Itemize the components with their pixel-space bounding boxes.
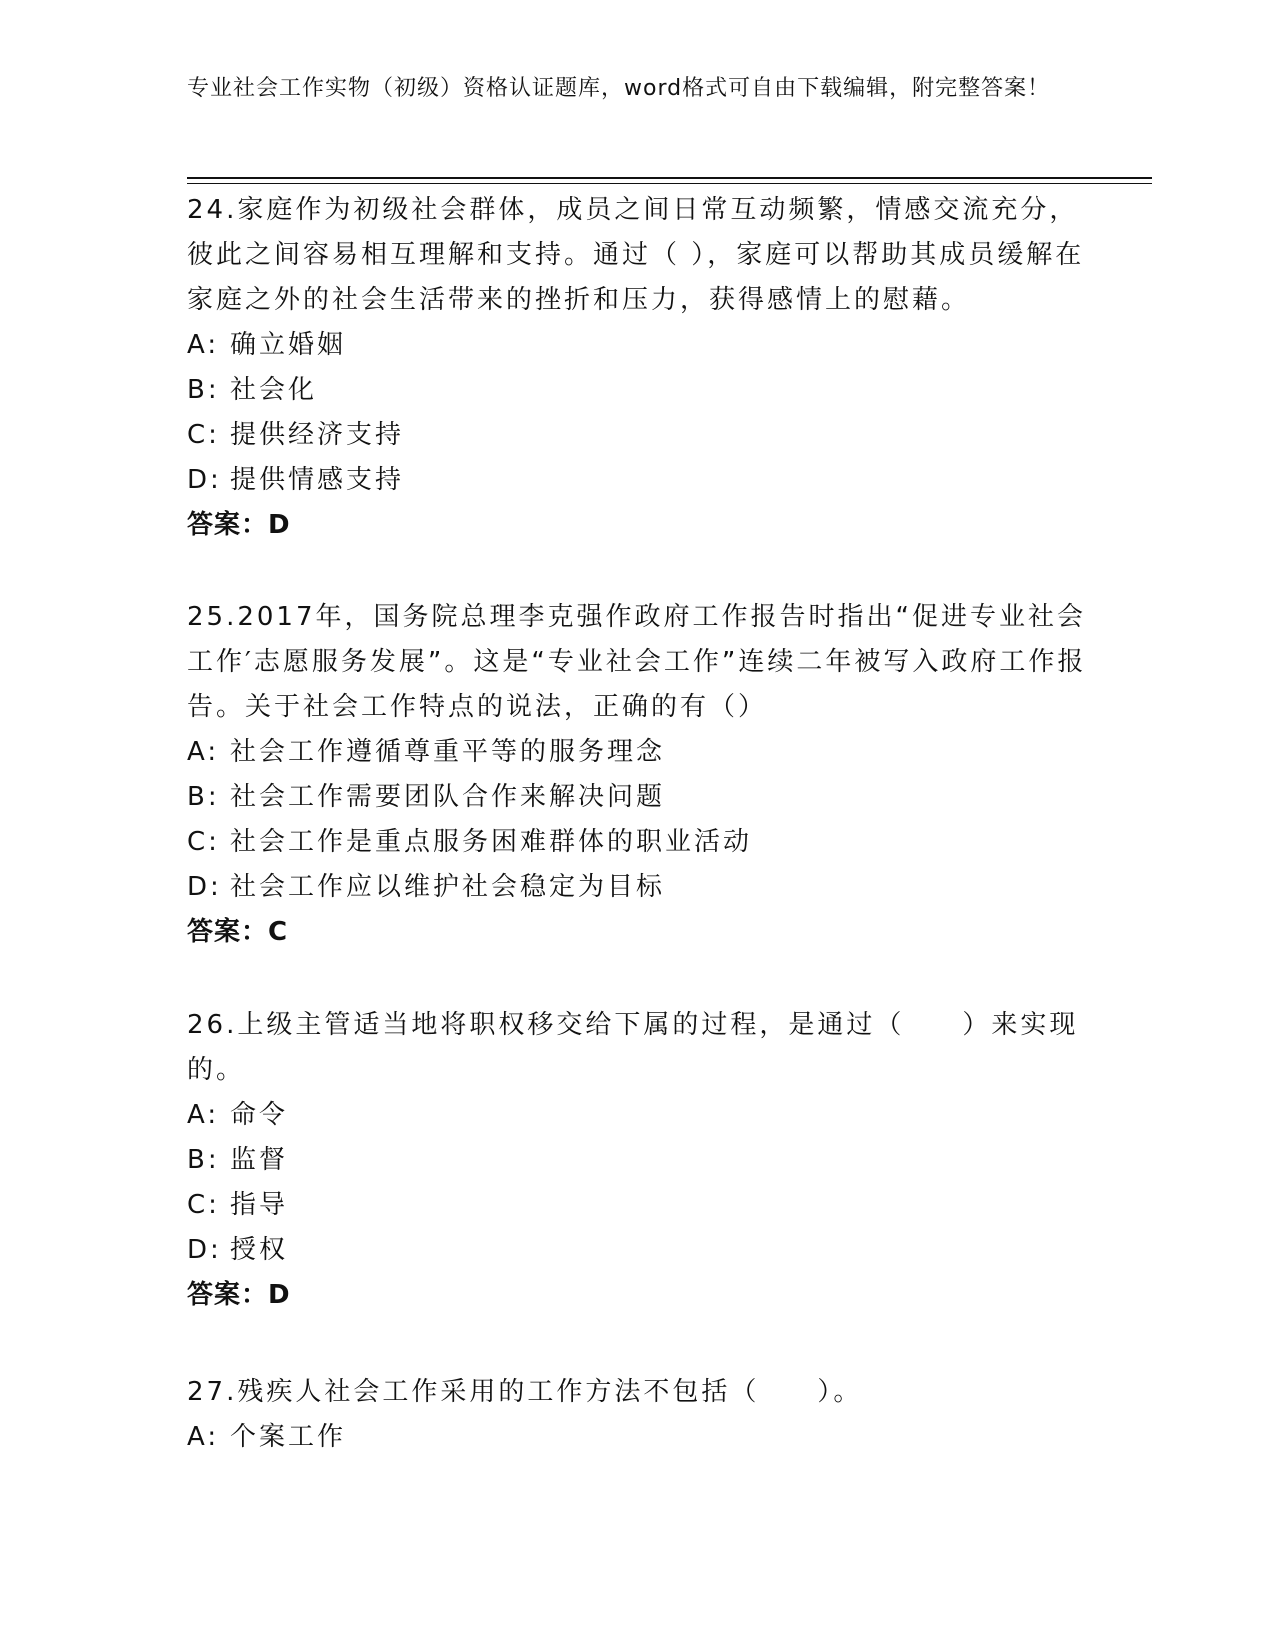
option-text: 社会工作遵循尊重平等的服务理念 <box>230 737 666 767</box>
option-letter: D: <box>187 465 222 495</box>
option-text: 确立婚姻 <box>230 330 347 360</box>
option-text: 指导 <box>230 1190 289 1220</box>
option-letter: A: <box>187 737 220 767</box>
option-a <box>187 323 1087 368</box>
option-a <box>187 1093 1087 1138</box>
answer: 答案：D <box>187 510 291 540</box>
question-25 <box>187 595 1087 955</box>
option-letter: C: <box>187 420 220 450</box>
option-b <box>187 1138 1087 1183</box>
option-text: 社会工作是重点服务困难群体的职业活动 <box>230 827 753 857</box>
option-text: 社会化 <box>230 375 318 405</box>
option-text: 命令 <box>230 1100 289 1130</box>
question-text: 27.残疾人社会工作采用的工作方法不包括（ ）。 <box>187 1377 863 1407</box>
option-letter: A: <box>187 1100 220 1130</box>
option-text: 授权 <box>230 1235 289 1265</box>
option-d <box>187 458 1087 503</box>
option-letter: B: <box>187 375 220 405</box>
option-text: 社会工作需要团队合作来解决问题 <box>230 782 666 812</box>
option-a <box>187 1415 1087 1460</box>
option-text: 社会工作应以维护社会稳定为目标 <box>230 872 666 902</box>
option-text: 监督 <box>230 1145 289 1175</box>
header-divider-thin <box>187 183 1152 184</box>
option-a <box>187 730 1087 775</box>
question-26 <box>187 1003 1087 1318</box>
option-b <box>187 775 1087 820</box>
option-d <box>187 1228 1087 1273</box>
option-text: 个案工作 <box>230 1422 347 1452</box>
option-letter: C: <box>187 827 220 857</box>
option-c <box>187 1183 1087 1228</box>
option-text: 提供经济支持 <box>230 420 405 450</box>
header-divider-thick <box>187 177 1152 179</box>
question-text: 24.家庭作为初级社会群体，成员之间日常互动频繁，情感交流充分，彼此之间容易相互理解和支持。通过（ ），家庭可以帮助其成员缓解在家庭之外的社会生活带来的挫折和压力，获得感情上的慰藉。 <box>187 195 1085 315</box>
option-c <box>187 413 1087 458</box>
question-text: 25.2017年，国务院总理李克强作政府工作报告时指出“促进专业社会工作′志愿服务发展”。这是“专业社会工作”连续二年被写入政府工作报告。关于社会工作特点的说法，正确的有（） <box>187 602 1087 722</box>
question-text: 26.上级主管适当地将职权移交给下属的过程，是通过（ ）来实现的。 <box>187 1010 1079 1085</box>
option-letter: A: <box>187 330 220 360</box>
option-letter: B: <box>187 1145 220 1175</box>
option-d <box>187 865 1087 910</box>
option-c <box>187 820 1087 865</box>
option-letter: A: <box>187 1422 220 1452</box>
option-b <box>187 368 1087 413</box>
answer: 答案：D <box>187 1280 291 1310</box>
option-letter: B: <box>187 782 220 812</box>
option-letter: C: <box>187 1190 220 1220</box>
document-header: 专业社会工作实物（初级）资格认证题库，word格式可自由下载编辑，附完整答案！ <box>187 76 1051 101</box>
question-24 <box>187 188 1087 548</box>
question-27 <box>187 1370 1087 1460</box>
option-letter: D: <box>187 872 222 902</box>
answer: 答案：C <box>187 917 289 947</box>
option-text: 提供情感支持 <box>230 465 405 495</box>
option-letter: D: <box>187 1235 222 1265</box>
